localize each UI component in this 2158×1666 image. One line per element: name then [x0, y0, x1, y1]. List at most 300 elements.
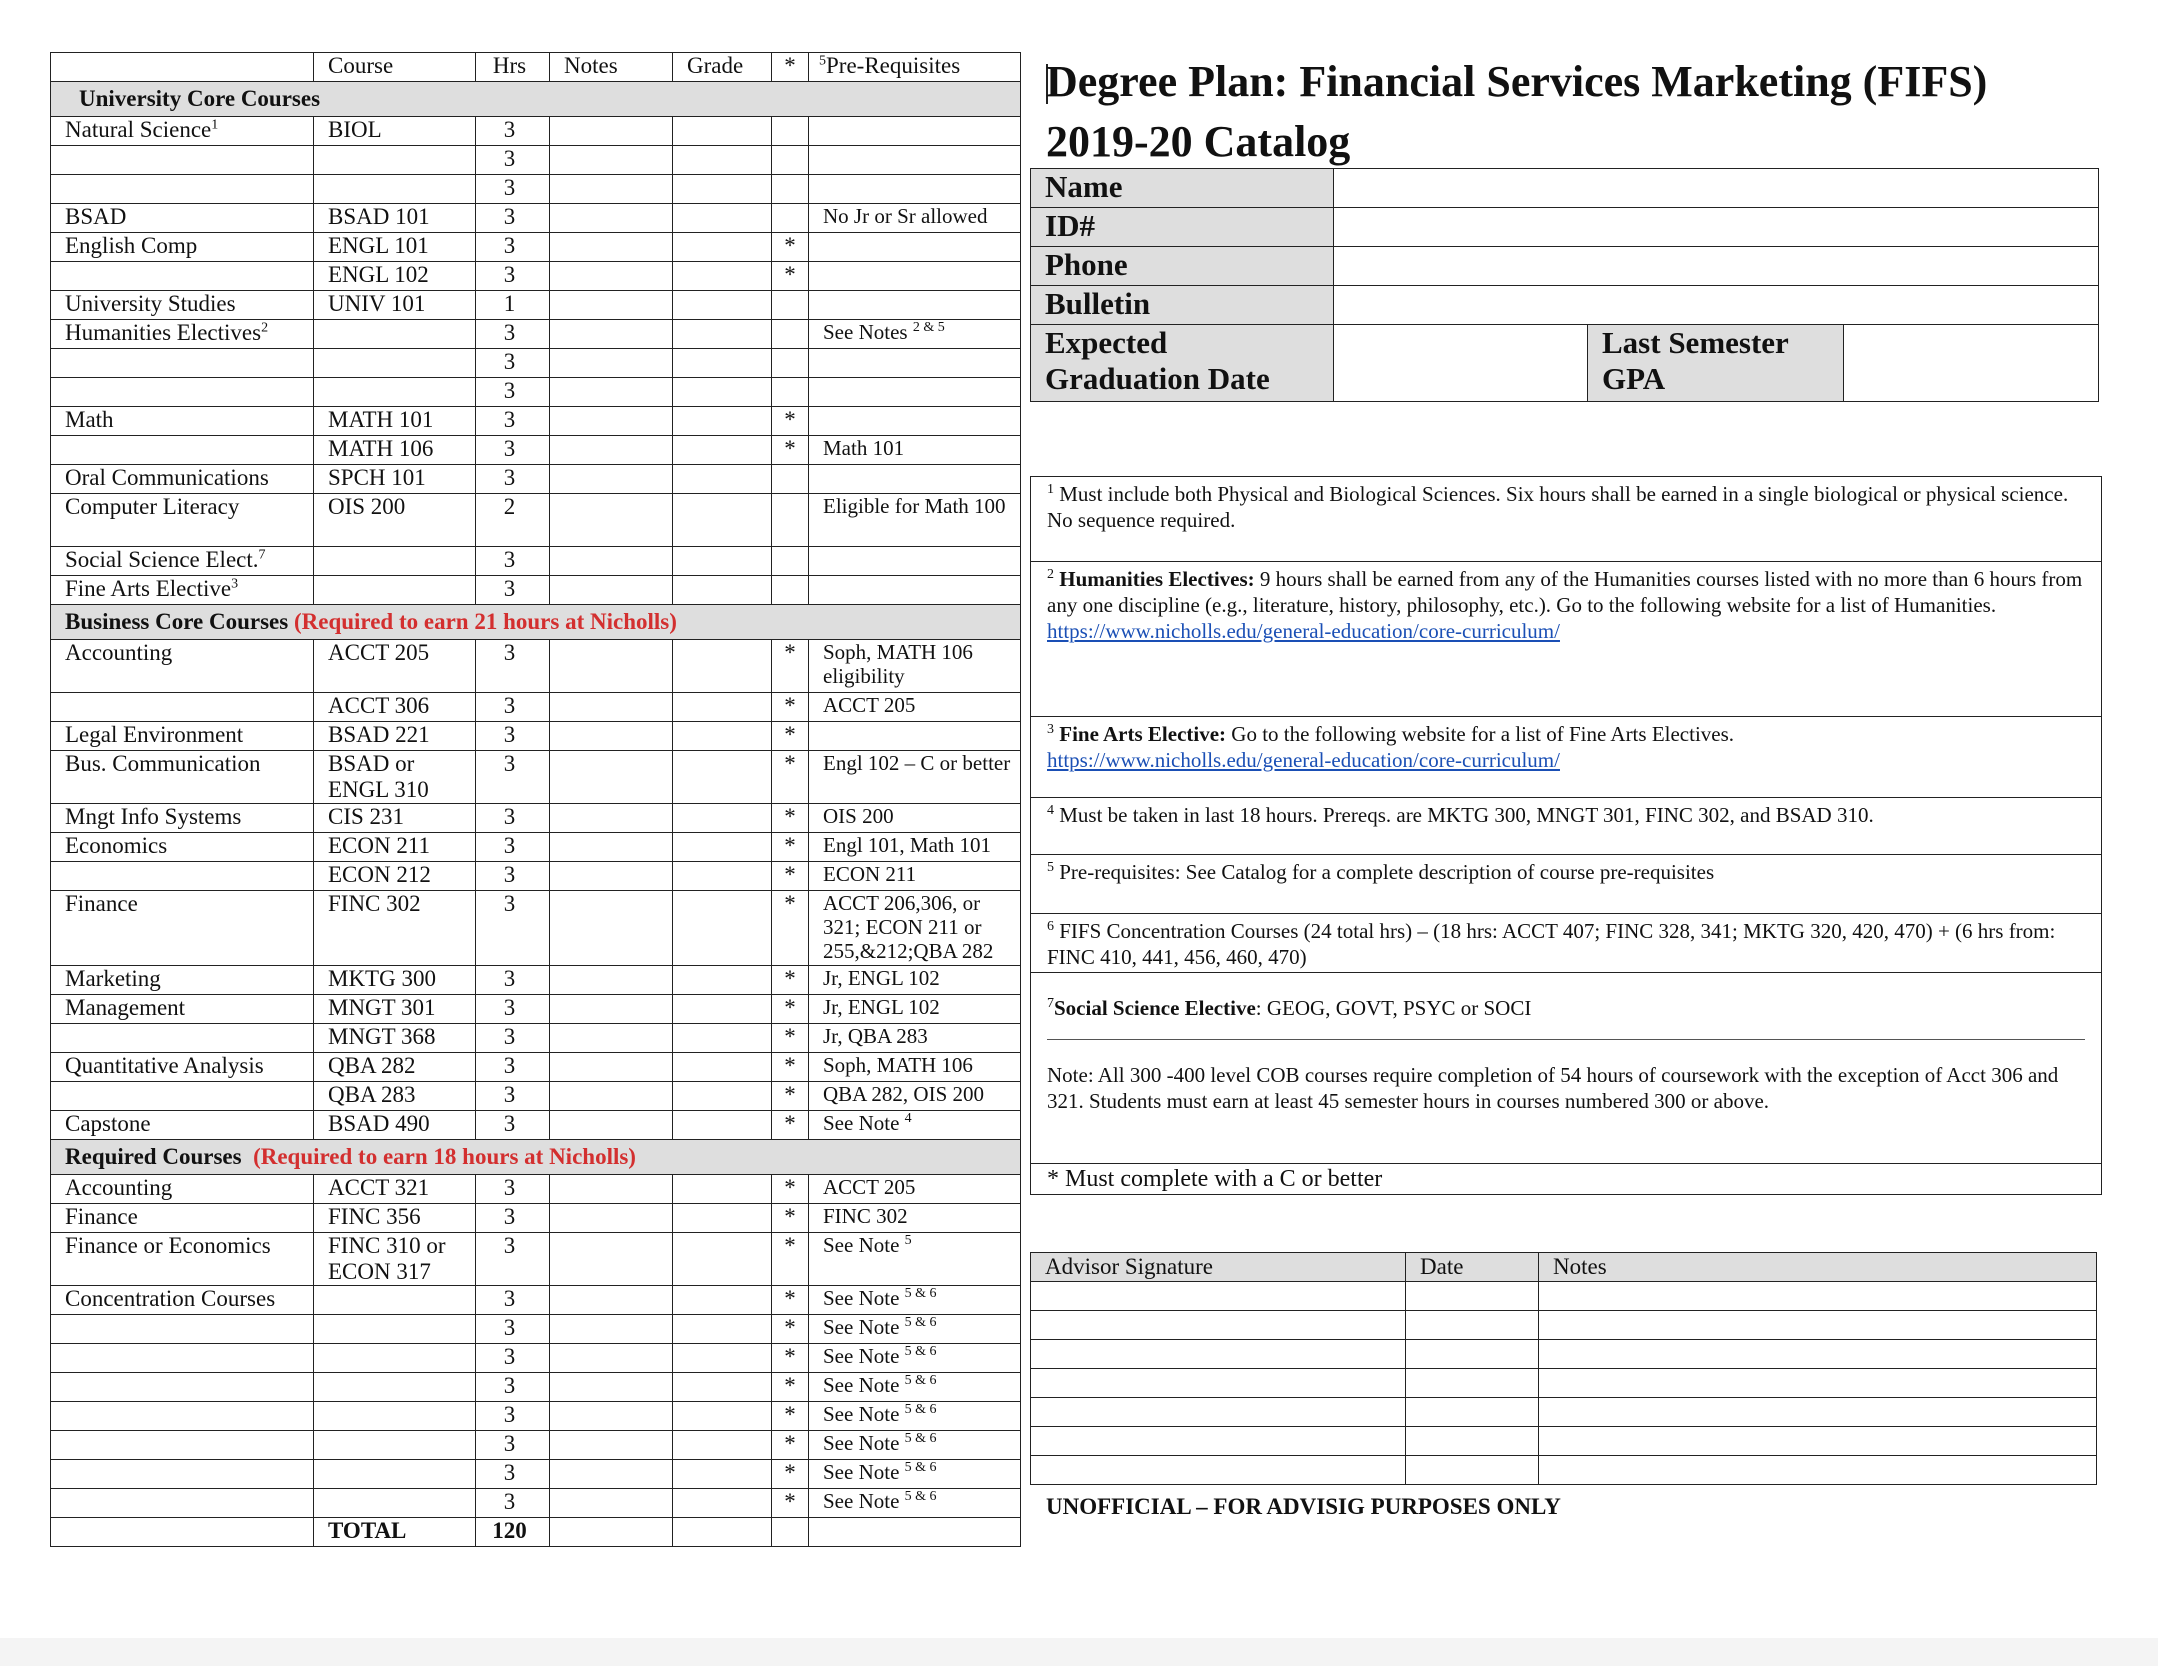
section-requirement: (Required to earn 21 hours at Nicholls) [293, 609, 677, 634]
course-notes-cell[interactable] [550, 1111, 673, 1140]
phone-label: Phone [1031, 247, 1334, 286]
course-notes-cell[interactable] [550, 1431, 673, 1460]
course-category: Quantitative Analysis [51, 1053, 314, 1082]
note-2-number: 2 [1047, 567, 1054, 582]
signature-cell[interactable] [1031, 1456, 1406, 1485]
course-grade-cell[interactable] [673, 693, 772, 722]
course-prereq: ACCT 205 [809, 1175, 1021, 1204]
course-notes-cell[interactable] [550, 146, 673, 175]
course-row [51, 204, 1021, 233]
note-4 [1031, 798, 2101, 855]
course-row [51, 175, 1021, 204]
course-row [51, 547, 1021, 576]
course-row [51, 1286, 1021, 1315]
course-grade-cell[interactable] [673, 1286, 772, 1315]
page-bottom-strip [0, 1638, 2158, 1666]
course-row [51, 349, 1021, 378]
course-notes-cell[interactable] [550, 320, 673, 349]
course-row [51, 1315, 1021, 1344]
course-grade-cell[interactable] [673, 407, 772, 436]
course-grade-cell[interactable] [673, 833, 772, 862]
course-prereq: See Note $^5$ [809, 1233, 1021, 1286]
course-grade-cell[interactable] [673, 966, 772, 995]
course-row [51, 465, 1021, 494]
course-code [314, 547, 476, 576]
c-or-better-marker: * [772, 1373, 809, 1402]
course-row [51, 378, 1021, 407]
advisor-row[interactable] [1031, 1340, 2097, 1369]
course-grade-cell[interactable] [673, 576, 772, 605]
course-row [51, 693, 1021, 722]
advisor-signature-header: Advisor Signature [1031, 1253, 1406, 1282]
c-or-better-marker [772, 465, 809, 494]
course-code: MATH 101 [314, 407, 476, 436]
c-or-better-marker [772, 576, 809, 605]
advisor-row[interactable] [1031, 1282, 2097, 1311]
c-or-better-marker: * [772, 751, 809, 804]
course-hours: 3 [476, 1204, 550, 1233]
course-code [314, 1315, 476, 1344]
c-or-better-marker [772, 175, 809, 204]
course-category [51, 1489, 314, 1518]
c-or-better-marker: * [772, 891, 809, 966]
course-notes-cell[interactable] [550, 833, 673, 862]
course-grade-cell[interactable] [673, 175, 772, 204]
note-3-heading: Fine Arts Elective: [1059, 722, 1227, 746]
course-hours: 3 [476, 862, 550, 891]
course-table [50, 52, 1021, 1547]
advisor-row[interactable] [1031, 1311, 2097, 1340]
course-prereq [809, 349, 1021, 378]
course-grade-cell[interactable] [673, 1489, 772, 1518]
date-cell[interactable] [1406, 1340, 1539, 1369]
course-notes-cell[interactable] [550, 1373, 673, 1402]
last-semester-gpa-field[interactable] [1844, 325, 2099, 402]
course-hours: 3 [476, 262, 550, 291]
humanities-link[interactable]: https://www.nicholls.edu/general-education/core-curriculum/ [1047, 619, 1560, 643]
date-cell[interactable] [1406, 1369, 1539, 1398]
course-notes-cell[interactable] [550, 1286, 673, 1315]
course-hours: 3 [476, 378, 550, 407]
course-notes-cell[interactable] [550, 1175, 673, 1204]
course-notes-cell[interactable] [550, 175, 673, 204]
c-or-better-marker: * [772, 966, 809, 995]
note-6-text: FIFS Concentration Courses (24 total hrs) – (18 hrs: ACCT 407; FINC 328, 341; MKTG 320, 420, 470) + (6 hrs from: FINC 410, 441, 456, 460, 470) [1047, 919, 2056, 969]
expected-graduation-label [1031, 325, 1334, 402]
course-code: QBA 283 [314, 1082, 476, 1111]
course-notes-cell[interactable] [550, 1233, 673, 1286]
note-1-text: Must include both Physical and Biological Sciences. Six hours shall be earned in a single biological or physical science. No sequence required. [1047, 482, 2069, 532]
course-hours: 3 [476, 1431, 550, 1460]
course-category [51, 378, 314, 407]
disclaimer: UNOFFICIAL – FOR ADVISIG PURPOSES ONLY [1046, 1494, 1561, 1519]
course-code [314, 1344, 476, 1373]
course-category [51, 693, 314, 722]
course-row [51, 995, 1021, 1024]
course-notes-cell[interactable] [550, 576, 673, 605]
course-notes-cell[interactable] [550, 1344, 673, 1373]
c-or-better-marker: * [772, 833, 809, 862]
course-notes-cell[interactable] [550, 349, 673, 378]
course-hours: 3 [476, 1402, 550, 1431]
course-code: ENGL 102 [314, 262, 476, 291]
course-row [51, 262, 1021, 291]
course-row [51, 751, 1021, 804]
course-category [51, 146, 314, 175]
course-notes-cell[interactable] [550, 751, 673, 804]
prereq-footnote: 4 [904, 1111, 912, 1126]
course-row [51, 494, 1021, 547]
c-or-better-marker: * [772, 262, 809, 291]
course-row [51, 291, 1021, 320]
course-prereq [809, 407, 1021, 436]
course-notes-cell[interactable] [550, 1402, 673, 1431]
course-grade-cell[interactable] [673, 1053, 772, 1082]
course-notes-cell[interactable] [550, 465, 673, 494]
course-row [51, 407, 1021, 436]
course-grade-cell[interactable] [673, 465, 772, 494]
id-label: ID# [1031, 208, 1334, 247]
course-code: ENGL 101 [314, 233, 476, 262]
fine-arts-link[interactable]: https://www.nicholls.edu/general-education/core-curriculum/ [1047, 748, 1560, 772]
course-grade-cell[interactable] [673, 1024, 772, 1053]
course-hours: 3 [476, 349, 550, 378]
c-or-better-marker: * [772, 693, 809, 722]
course-category [51, 1431, 314, 1460]
course-code: FINC 302 [314, 891, 476, 966]
course-grade-cell[interactable] [673, 146, 772, 175]
course-category: English Comp [51, 233, 314, 262]
course-prereq: ACCT 205 [809, 693, 1021, 722]
c-or-better-marker: * [772, 1111, 809, 1140]
c-or-better-marker: * [772, 1344, 809, 1373]
course-code: BSAD 490 [314, 1111, 476, 1140]
phone-field[interactable] [1334, 247, 2099, 286]
course-grade-cell[interactable] [673, 291, 772, 320]
course-hours: 3 [476, 576, 550, 605]
note-5-number: 5 [1047, 860, 1054, 875]
course-code [314, 175, 476, 204]
c-or-better-marker: * [772, 407, 809, 436]
course-grade-cell[interactable] [673, 1082, 772, 1111]
notes-cell[interactable] [1539, 1282, 2097, 1311]
course-row [51, 146, 1021, 175]
course-notes-cell[interactable] [550, 995, 673, 1024]
prereq-footnote: 5 & 6 [904, 1373, 937, 1388]
course-hours: 3 [476, 146, 550, 175]
course-category: Oral Communications [51, 465, 314, 494]
course-hours: 3 [476, 1373, 550, 1402]
course-row [51, 1111, 1021, 1140]
course-prereq [809, 465, 1021, 494]
course-notes-cell[interactable] [550, 1053, 673, 1082]
notes-cell[interactable] [1539, 1311, 2097, 1340]
course-row [51, 891, 1021, 966]
course-grade-cell[interactable] [673, 117, 772, 146]
course-hours: 1 [476, 291, 550, 320]
course-code [314, 1489, 476, 1518]
date-cell[interactable] [1406, 1282, 1539, 1311]
course-notes-cell[interactable] [550, 722, 673, 751]
course-notes-cell[interactable] [550, 804, 673, 833]
c-or-better-marker: * [772, 1402, 809, 1431]
c-or-better-marker [772, 494, 809, 547]
course-code [314, 1460, 476, 1489]
id-field[interactable] [1334, 208, 2099, 247]
name-field[interactable] [1334, 169, 2099, 208]
bulletin-label: Bulletin [1031, 286, 1334, 325]
note-7-text: : GEOG, GOVT, PSYC or SOCI [1255, 996, 1532, 1020]
course-prereq [809, 146, 1021, 175]
course-row [51, 320, 1021, 349]
signature-cell[interactable] [1031, 1427, 1406, 1456]
course-grade-cell[interactable] [673, 494, 772, 547]
course-hours: 3 [476, 175, 550, 204]
course-category [51, 349, 314, 378]
prereq-footnote: 2 & 5 [912, 320, 945, 335]
course-category: Accounting [51, 640, 314, 693]
course-grade-cell[interactable] [673, 722, 772, 751]
expected-graduation-field[interactable] [1334, 325, 1588, 402]
notes-cell[interactable] [1539, 1340, 2097, 1369]
course-row [51, 436, 1021, 465]
signature-cell[interactable] [1031, 1311, 1406, 1340]
course-hours: 3 [476, 1286, 550, 1315]
course-notes-cell[interactable] [550, 862, 673, 891]
course-grade-cell[interactable] [673, 804, 772, 833]
date-cell[interactable] [1406, 1398, 1539, 1427]
course-grade-cell[interactable] [673, 262, 772, 291]
header-star: * [772, 53, 809, 82]
signature-cell[interactable] [1031, 1340, 1406, 1369]
course-hours: 3 [476, 751, 550, 804]
course-grade-cell[interactable] [673, 1175, 772, 1204]
course-notes-cell[interactable] [550, 291, 673, 320]
course-prereq: Eligible for Math 100 [809, 494, 1021, 547]
course-notes-cell[interactable] [550, 547, 673, 576]
course-category: Finance [51, 891, 314, 966]
course-row [51, 1082, 1021, 1111]
course-row [51, 804, 1021, 833]
course-category: Economics [51, 833, 314, 862]
course-notes-cell[interactable] [550, 204, 673, 233]
course-hours: 2 [476, 494, 550, 547]
c-or-better-marker: * [772, 995, 809, 1024]
course-hours: 3 [476, 1053, 550, 1082]
advisor-row[interactable] [1031, 1427, 2097, 1456]
course-hours: 3 [476, 891, 550, 966]
course-notes-cell[interactable] [550, 436, 673, 465]
note-1 [1031, 477, 2101, 562]
course-notes-cell[interactable] [550, 640, 673, 693]
course-row [51, 1489, 1021, 1518]
course-code: OIS 200 [314, 494, 476, 547]
signature-cell[interactable] [1031, 1398, 1406, 1427]
course-code: ACCT 205 [314, 640, 476, 693]
c-or-better-marker [772, 547, 809, 576]
course-notes-cell[interactable] [550, 891, 673, 966]
note-6-number: 6 [1047, 919, 1054, 934]
table-header-row [51, 53, 1021, 82]
course-row [51, 722, 1021, 751]
course-grade-cell[interactable] [673, 1344, 772, 1373]
course-code: MNGT 301 [314, 995, 476, 1024]
course-hours: 3 [476, 1315, 550, 1344]
course-notes-cell[interactable] [550, 233, 673, 262]
course-prereq: Soph, MATH 106 [809, 1053, 1021, 1082]
course-category: Bus. Communication [51, 751, 314, 804]
course-category [51, 862, 314, 891]
course-category [51, 1402, 314, 1431]
advisor-row[interactable] [1031, 1456, 2097, 1485]
course-notes-cell[interactable] [550, 117, 673, 146]
course-hours: 3 [476, 1344, 550, 1373]
course-notes-cell[interactable] [550, 1460, 673, 1489]
course-notes-cell[interactable] [550, 1024, 673, 1053]
note-4-number: 4 [1047, 803, 1054, 818]
course-prereq [809, 722, 1021, 751]
course-prereq [809, 233, 1021, 262]
bulletin-field[interactable] [1334, 286, 2099, 325]
c-or-better-marker: * [772, 1175, 809, 1204]
course-grade-cell[interactable] [673, 547, 772, 576]
course-category: Humanities Electives$^2$ [51, 320, 314, 349]
course-hours: 3 [476, 722, 550, 751]
signature-cell[interactable] [1031, 1282, 1406, 1311]
last-line-1: Last Semester [1602, 325, 1789, 360]
course-notes-cell[interactable] [550, 494, 673, 547]
course-category: Capstone [51, 1111, 314, 1140]
course-category: Finance [51, 1204, 314, 1233]
note-6 [1031, 914, 2101, 973]
notes-cell[interactable] [1539, 1398, 2097, 1427]
course-notes-cell[interactable] [550, 407, 673, 436]
c-or-better-marker: * [772, 804, 809, 833]
course-prereq: Jr, ENGL 102 [809, 966, 1021, 995]
course-grade-cell[interactable] [673, 640, 772, 693]
course-grade-cell[interactable] [673, 1431, 772, 1460]
course-hours: 3 [476, 436, 550, 465]
course-notes-cell[interactable] [550, 1315, 673, 1344]
course-notes-cell[interactable] [550, 1082, 673, 1111]
course-grade-cell[interactable] [673, 1233, 772, 1286]
notes-cell[interactable] [1539, 1427, 2097, 1456]
advisor-row[interactable] [1031, 1369, 2097, 1398]
course-row [51, 1460, 1021, 1489]
course-grade-cell[interactable] [673, 320, 772, 349]
course-grade-cell[interactable] [673, 378, 772, 407]
course-grade-cell[interactable] [673, 1315, 772, 1344]
course-grade-cell[interactable] [673, 1402, 772, 1431]
section-requirement: (Required to earn 18 hours at Nicholls) [253, 1144, 636, 1169]
course-grade-cell[interactable] [673, 995, 772, 1024]
course-prereq: FINC 302 [809, 1204, 1021, 1233]
signature-cell[interactable] [1031, 1369, 1406, 1398]
date-cell[interactable] [1406, 1456, 1539, 1485]
last-line-2: GPA [1602, 361, 1666, 396]
course-prereq: Jr, ENGL 102 [809, 995, 1021, 1024]
advisor-row[interactable] [1031, 1398, 2097, 1427]
course-prereq: See Note $^{5 \& 6}$ [809, 1489, 1021, 1518]
course-code [314, 320, 476, 349]
prereq-footnote: 5 & 6 [904, 1286, 937, 1301]
course-grade-cell[interactable] [673, 1204, 772, 1233]
name-label: Name [1031, 169, 1334, 208]
course-category: Accounting [51, 1175, 314, 1204]
course-notes-cell[interactable] [550, 1489, 673, 1518]
course-code: ECON 211 [314, 833, 476, 862]
title-line-2: 2019-20 Catalog [1046, 117, 1351, 166]
course-prereq: Soph, MATH 106 eligibility [809, 640, 1021, 693]
header-prereq-sup: 5 [819, 53, 826, 69]
course-code: ECON 212 [314, 862, 476, 891]
advisor-date-header: Date [1406, 1253, 1539, 1282]
course-row [51, 117, 1021, 146]
course-category: Math [51, 407, 314, 436]
course-prereq [809, 547, 1021, 576]
course-notes-cell[interactable] [550, 378, 673, 407]
course-grade-cell[interactable] [673, 862, 772, 891]
c-or-better-marker: * [772, 233, 809, 262]
course-prereq [809, 175, 1021, 204]
category-footnote: 3 [231, 576, 239, 592]
course-hours: 3 [476, 640, 550, 693]
course-grade-cell[interactable] [673, 204, 772, 233]
course-prereq: See Note $^{5 \& 6}$ [809, 1373, 1021, 1402]
note-2-heading: Humanities Electives: [1059, 567, 1255, 591]
note-5-text: Pre-requisites: See Catalog for a complete description of course pre-requisites [1054, 860, 1715, 884]
course-grade-cell[interactable] [673, 1373, 772, 1402]
course-category: Social Science Elect.$^7$ [51, 547, 314, 576]
course-category [51, 1373, 314, 1402]
note-4-text: Must be taken in last 18 hours. Prereqs. are MKTG 300, MNGT 301, FINC 302, and BSAD 310. [1054, 803, 1874, 827]
course-grade-cell[interactable] [673, 1111, 772, 1140]
course-grade-cell[interactable] [673, 233, 772, 262]
course-prereq [809, 117, 1021, 146]
course-notes-cell[interactable] [550, 693, 673, 722]
course-grade-cell[interactable] [673, 436, 772, 465]
course-prereq: ECON 211 [809, 862, 1021, 891]
c-or-better-marker [772, 291, 809, 320]
expected-line-2: Graduation Date [1045, 361, 1270, 396]
star-note: * Must complete with a C or better [1047, 1166, 1383, 1192]
course-grade-cell[interactable] [673, 349, 772, 378]
notes-cell[interactable] [1539, 1369, 2097, 1398]
c-or-better-marker: * [772, 1286, 809, 1315]
course-code [314, 378, 476, 407]
advisor-header-row [1031, 1253, 2097, 1282]
course-grade-cell[interactable] [673, 751, 772, 804]
notes-cell[interactable] [1539, 1456, 2097, 1485]
course-code: UNIV 101 [314, 291, 476, 320]
course-notes-cell[interactable] [550, 966, 673, 995]
course-grade-cell[interactable] [673, 891, 772, 966]
course-notes-cell[interactable] [550, 1204, 673, 1233]
prereq-footnote: 5 & 6 [904, 1431, 937, 1446]
course-grade-cell[interactable] [673, 1460, 772, 1489]
date-cell[interactable] [1406, 1311, 1539, 1340]
course-prereq: See Note $^{5 \& 6}$ [809, 1286, 1021, 1315]
course-category: Concentration Courses [51, 1286, 314, 1315]
course-code: SPCH 101 [314, 465, 476, 494]
course-code: FINC 310 or ECON 317 [314, 1233, 476, 1286]
course-notes-cell[interactable] [550, 262, 673, 291]
course-code: MATH 106 [314, 436, 476, 465]
note-1-number: 1 [1047, 482, 1054, 497]
date-cell[interactable] [1406, 1427, 1539, 1456]
advisor-notes-header: Notes [1539, 1253, 2097, 1282]
course-row [51, 1024, 1021, 1053]
